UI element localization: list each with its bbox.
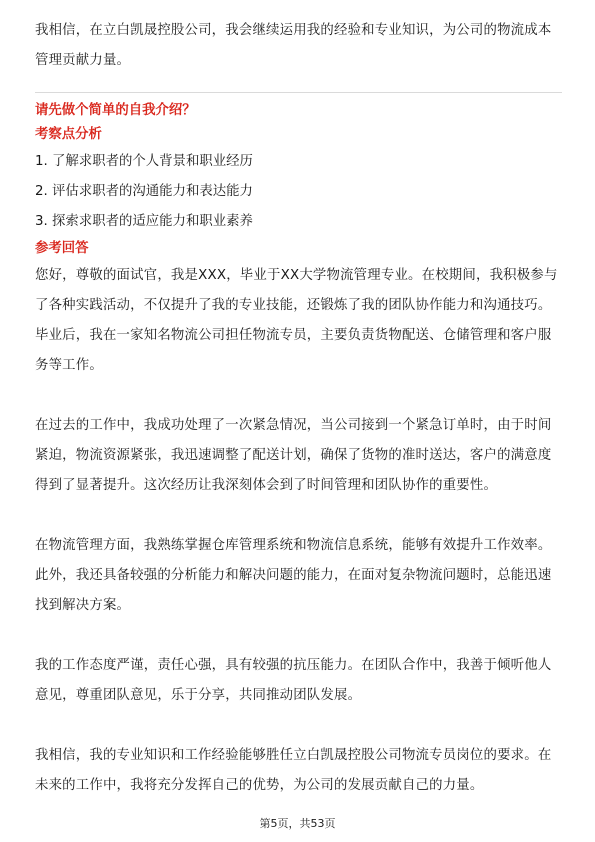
analysis-list [35,147,562,237]
answer-paragraph: 我相信，我的专业知识和工作经验能够胜任立白凯晟控股公司物流专员岗位的要求。在未来的工作中，我将充分发挥自己的优势，为公司的发展贡献自己的力量。 [35,748,552,793]
question-title: 请先做个简单的自我介绍？ [35,103,196,118]
page-number: 第5页，共53页 [259,817,336,830]
intro-paragraph: 我相信，在立白凯晟控股公司，我会继续运用我的经验和专业知识，为公司的物流成本管理贡献力量。 [35,23,552,68]
answer-paragraph: 在物流管理方面，我熟练掌握仓库管理系统和物流信息系统，能够有效提升工作效率。此外，我还具备较强的分析能力和解决问题的能力，在面对复杂物流问题时，总能迅速找到解决方案。 [35,538,552,613]
analysis-label: 考察点分析 [35,127,102,142]
answer-label: 参考回答 [35,241,89,256]
analysis-point: 1. 了解求职者的个人背景和职业经历 [35,154,253,169]
analysis-point: 3. 探索求职者的适应能力和职业素养 [35,214,253,229]
document-page [35,16,562,801]
section-divider [35,92,562,93]
answer-paragraph: 您好，尊敬的面试官，我是XXX，毕业于XX大学物流管理专业。在校期间，我积极参与了各种实践活动，不仅提升了我的专业技能，还锻炼了我的团队协作能力和沟通技巧。毕业后，我在一家知名物流公司担任物流专员，主要负责货物配送、仓储管理和客户服务等工作。 [35,268,558,373]
analysis-point: 2. 评估求职者的沟通能力和表达能力 [35,184,253,199]
answer-paragraph: 在过去的工作中，我成功处理了一次紧急情况，当公司接到一个紧急订单时，由于时间紧迫，物流资源紧张，我迅速调整了配送计划，确保了货物的准时送达，客户的满意度得到了显著提升。这次经历让我深刻体会到了时间管理和团队协作的重要性。 [35,418,552,493]
answer-paragraph: 我的工作态度严谨，责任心强，具有较强的抗压能力。在团队合作中，我善于倾听他人意见，尊重团队意见，乐于分享，共同推动团队发展。 [35,658,552,703]
